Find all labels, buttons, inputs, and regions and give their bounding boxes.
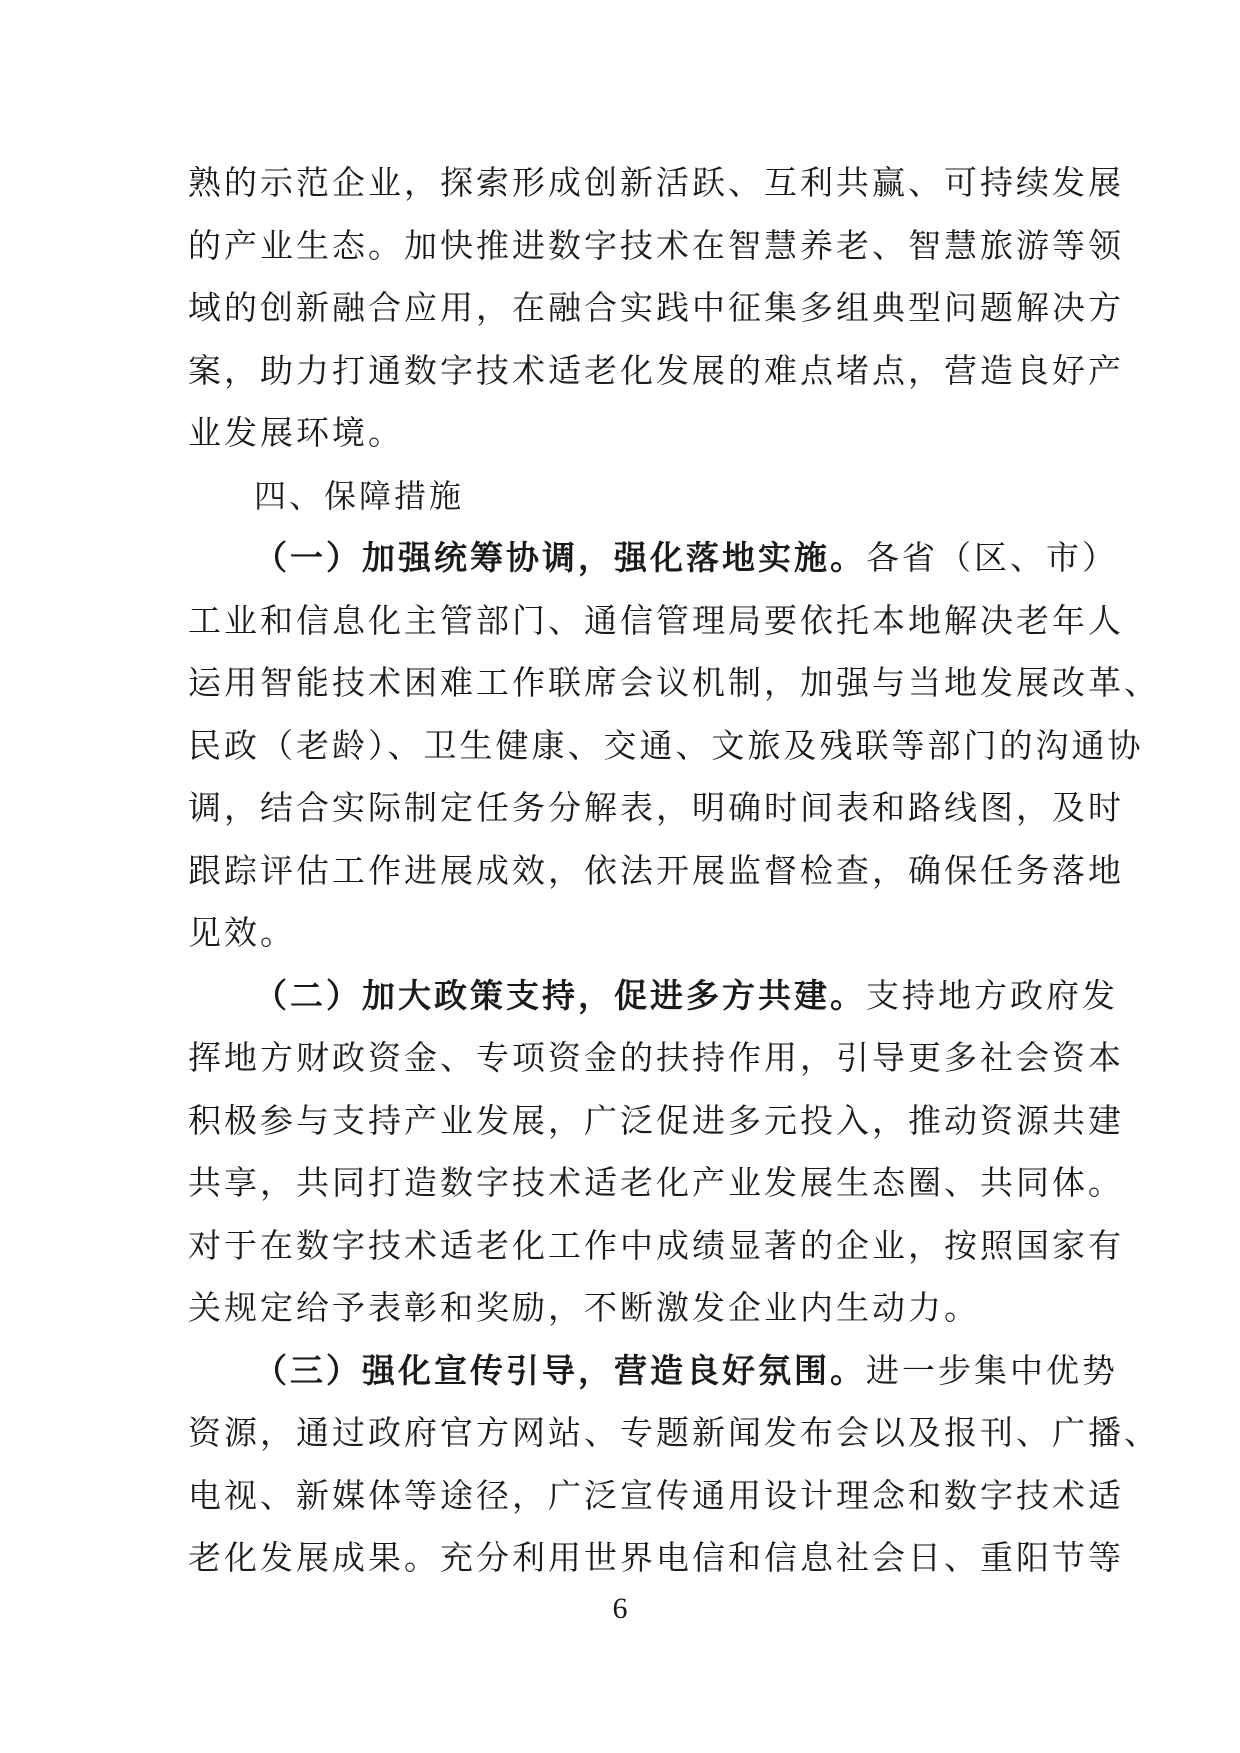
text-line: 电视、新媒体等途径，广泛宣传通用设计理念和数字技术适 — [188, 1475, 1124, 1515]
paragraph-item-1 — [188, 527, 1160, 965]
item-text: 进一步集中优势 — [866, 1350, 1118, 1390]
item-text: 支持地方政府发 — [866, 975, 1118, 1015]
text-line: 工业和信息化主管部门、通信管理局要依托本地解决老年人 — [188, 600, 1124, 640]
text-line: 案，助力打通数字技术适老化发展的难点堵点，营造良好产 — [188, 350, 1124, 390]
paragraph-continuation — [188, 152, 1124, 465]
text-line: 共享，共同打造数字技术适老化产业发展生态圈、共同体。 — [188, 1163, 1124, 1202]
text-line: 的产业生态。加快推进数字技术在智慧养老、智慧旅游等领 — [188, 225, 1124, 265]
item-title: （一）加强统筹协调，强化落地实施。 — [254, 538, 866, 577]
page-number: 6 — [612, 1592, 628, 1625]
text-line: 见效。 — [188, 913, 296, 952]
text-line: 挥地方财政资金、专项资金的扶持作用，引导更多社会资本 — [188, 1038, 1124, 1077]
text-line: 民政（老龄）、卫生健康、交通、文旅及残联等部门的沟通协 — [188, 725, 1144, 765]
text-line: 资源，通过政府官方网站、专题新闻发布会以及报刊、广播、 — [188, 1413, 1160, 1452]
item-title: （二）加大政策支持，促进多方共建。 — [254, 975, 866, 1015]
item-text: 各省（区、市） — [866, 538, 1118, 577]
text-line: 运用智能技术困难工作联席会议机制，加强与当地发展改革、 — [188, 663, 1160, 702]
paragraph-item-3 — [188, 1340, 1160, 1590]
text-line — [188, 1340, 1118, 1403]
text-line — [188, 965, 1118, 1028]
paragraph-item-2 — [188, 965, 1124, 1340]
text-line — [188, 527, 1118, 590]
text-line: 对于在数字技术适老化工作中成绩显著的企业，按照国家有 — [188, 1225, 1124, 1265]
text-line: 业发展环境。 — [188, 413, 404, 452]
text-line: 跟踪评估工作进展成效，依法开展监督检查，确保任务落地 — [188, 850, 1124, 890]
item-title: （三）强化宣传引导，营造良好氛围。 — [254, 1350, 866, 1390]
text-line: 熟的示范企业，探索形成创新活跃、互利共赢、可持续发展 — [188, 163, 1124, 202]
section-heading: 四、保障措施 — [254, 476, 465, 515]
text-line: 域的创新融合应用，在融合实践中征集多组典型问题解决方 — [188, 288, 1124, 327]
text-line: 调，结合实际制定任务分解表，明确时间表和路线图，及时 — [188, 788, 1124, 827]
text-line: 关规定给予表彰和奖励，不断激发企业内生动力。 — [188, 1288, 980, 1327]
body-text — [188, 152, 1160, 1590]
text-line: 积极参与支持产业发展，广泛促进多元投入，推动资源共建 — [188, 1100, 1124, 1140]
text-line: 老化发展成果。充分利用世界电信和信息社会日、重阳节等 — [188, 1538, 1124, 1577]
